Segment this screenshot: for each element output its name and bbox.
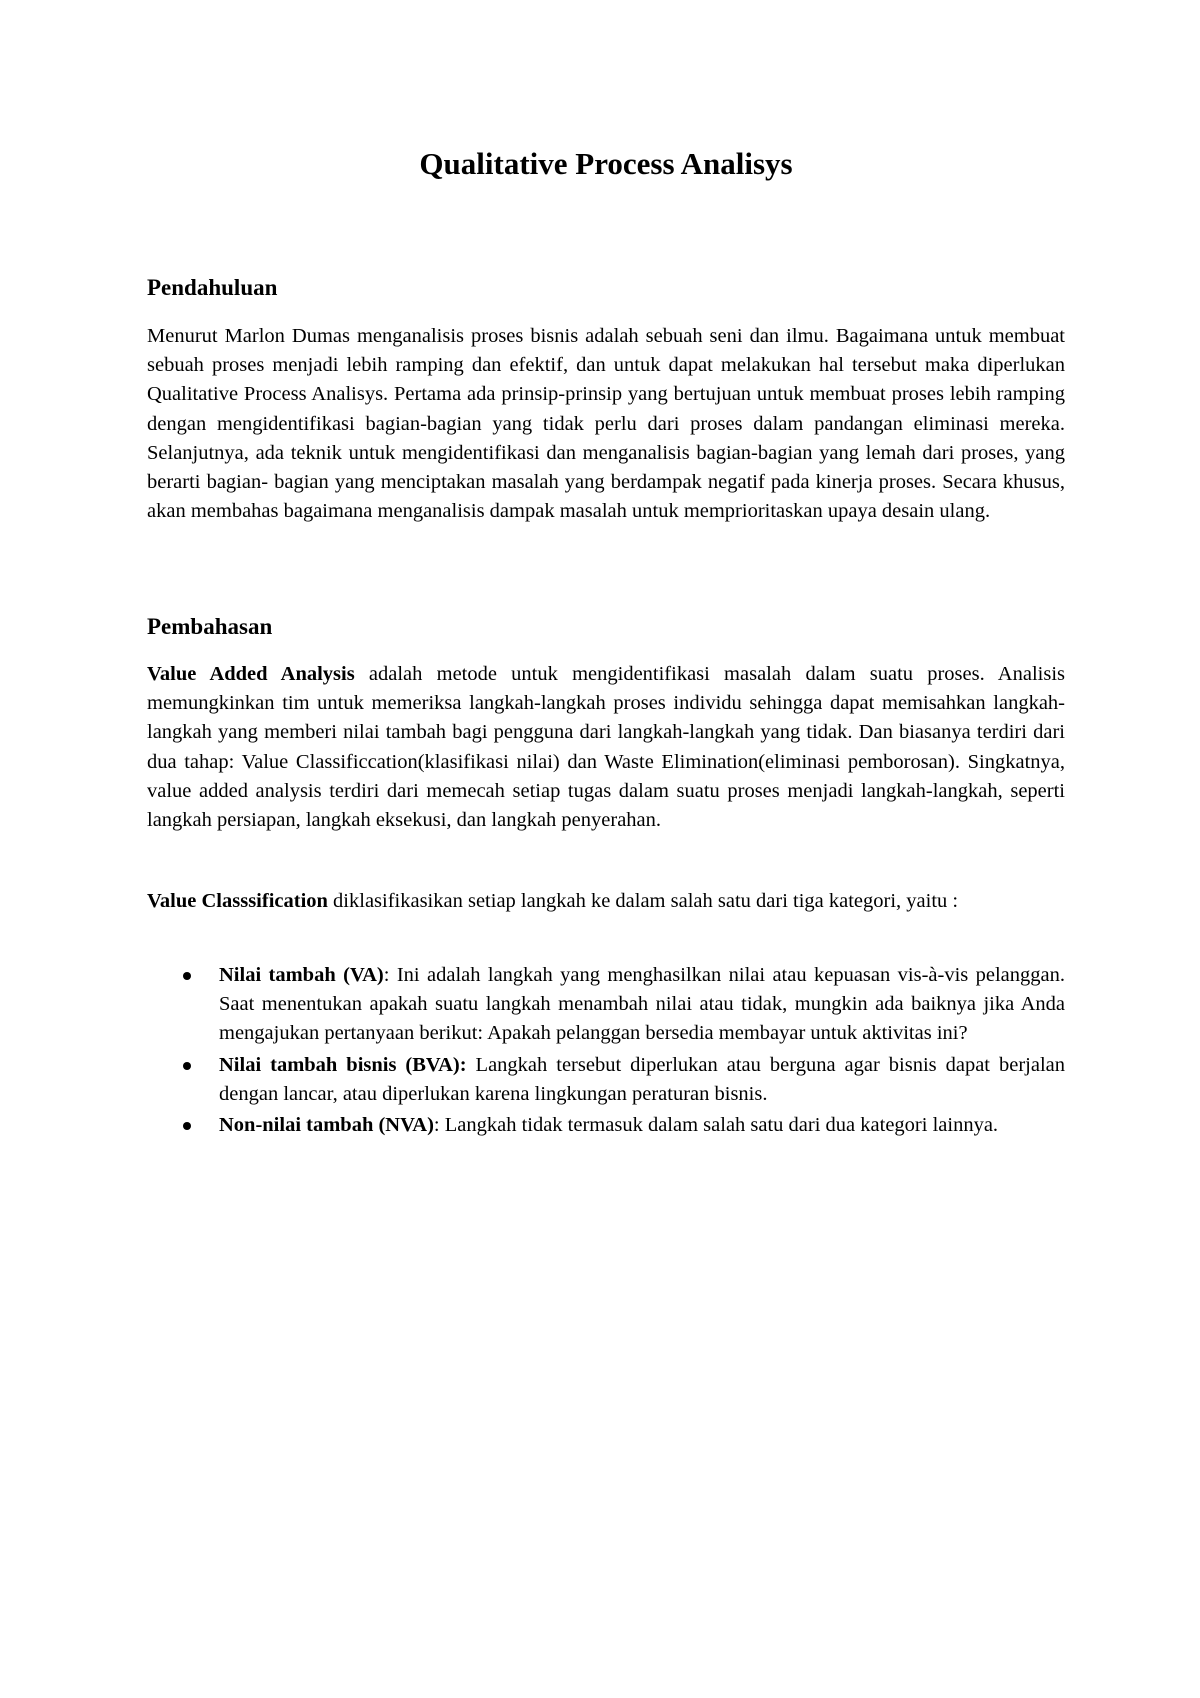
bullet-icon — [183, 1122, 191, 1130]
bullet-icon — [183, 1062, 191, 1070]
text-value-added-analysis: adalah metode untuk mengidentifikasi masalah dalam suatu proses. Analisis memungkinkan tim untuk memeriksa langkah-langkah proses individu sehingga dapat memisahkan langkah-langkah yang memberi nilai tambah bagi pengguna dari langkah-langkah yang tidak. Dan biasanya terdiri dari dua tahap: Value Classificcation(klasifikasi nilai) dan Waste Elimination(eliminasi pemborosan). Singkatnya, value added analysis terdiri dari memecah setiap tugas dalam suatu proses menjadi langkah-langkah, seperti langkah persiapan, langkah eksekusi, dan langkah penyerahan. — [147, 663, 1066, 832]
bullet-term: Non-nilai tambah (NVA) — [219, 1114, 434, 1137]
list-item — [147, 961, 1065, 1049]
list-item — [147, 1111, 1065, 1140]
term-value-added-analysis: Value Added Analysis — [147, 663, 355, 685]
text-value-classification: diklasifikasikan setiap langkah ke dalam salah satu dari tiga kategori, yaitu : — [327, 890, 959, 912]
document-title: Qualitative Process Analisys — [419, 146, 793, 181]
bullet-text: : Langkah tidak termasuk dalam salah satu dari dua kategori lainnya. — [433, 1114, 999, 1137]
bullet-text: Langkah tersebut diperlukan atau berguna agar bisnis dapat berjalan dengan lancar, atau diperlukan karena lingkungan peraturan bisnis. — [219, 1053, 1065, 1105]
bullet-text: : Ini adalah langkah yang menghasilkan nilai atau kepuasan vis-à-vis pelanggan. Saat menentukan apakah suatu langkah menambah nilai atau tidak, mungkin ada baiknya jika Anda mengajukan pertanyaan berikut: Apakah pelanggan bersedia membayar untuk aktivitas ini? — [219, 964, 1065, 1045]
section-heading-pembahasan: Pembahasan — [147, 614, 273, 639]
section-heading-pendahuluan: Pendahuluan — [147, 275, 278, 300]
paragraph-pendahuluan: Menurut Marlon Dumas menganalisis proses bisnis adalah sebuah seni dan ilmu. Bagaimana untuk membuat sebuah proses menjadi lebih ramping dan efektif, dan untuk dapat melakukan hal tersebut maka diperlukan Qualitative Process Analisys. Pertama ada prinsip-prinsip yang bertujuan untuk membuat proses lebih ramping dengan mengidentifikasi bagian-bagian yang tidak perlu dari proses dalam pandangan eliminasi mereka. Selanjutnya, ada teknik untuk mengidentifikasi dan menganalisis bagian-bagian yang lemah dari proses, yang berarti bagian- bagian yang menciptakan masalah yang berdampak negatif pada kinerja proses. Secara khusus, akan membahas bagaimana menganalisis dampak masalah untuk memprioritaskan upaya desain ulang. — [147, 325, 1065, 523]
bullet-term: Nilai tambah bisnis (BVA): — [219, 1053, 467, 1076]
paragraph-value-added-analysis — [147, 660, 1065, 835]
bullet-icon — [183, 972, 191, 980]
term-value-classification: Value Classsification — [147, 890, 328, 912]
list-item — [147, 1051, 1065, 1109]
paragraph-value-classification — [147, 887, 1065, 916]
bullet-term: Nilai tambah (VA) — [219, 964, 384, 986]
category-bullet-list — [147, 961, 1065, 1142]
